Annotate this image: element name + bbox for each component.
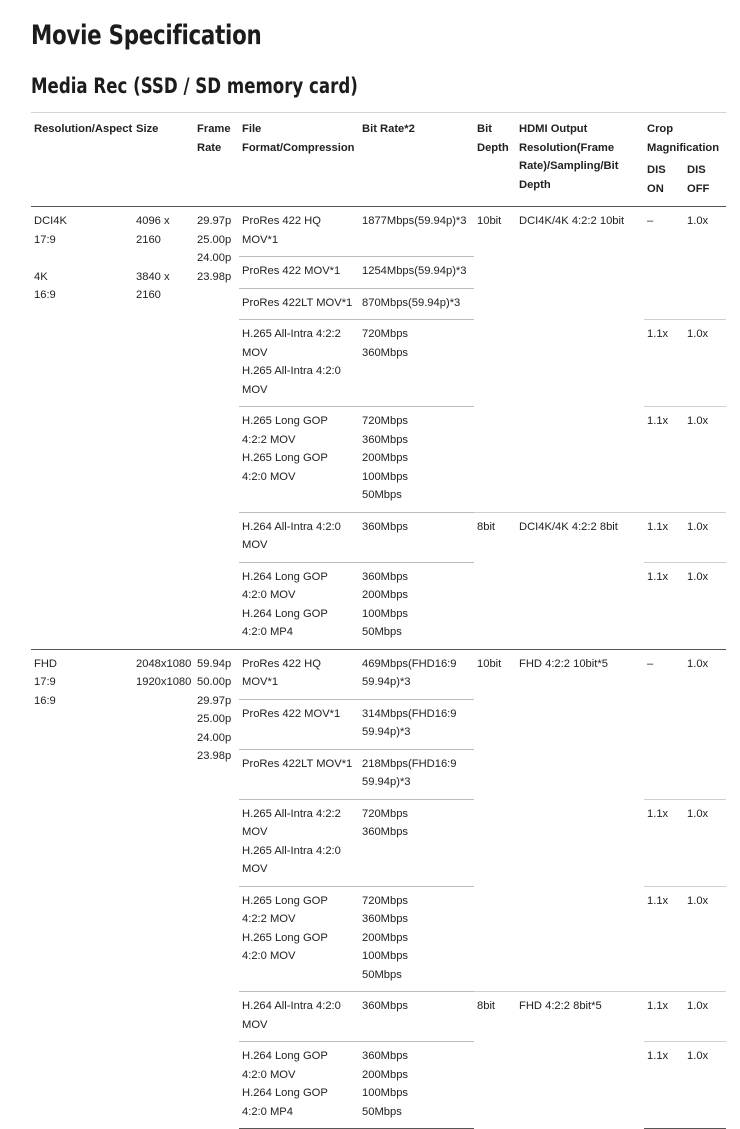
bit-depth-cell: 10bit	[477, 215, 502, 227]
file-format-cell: H.264 Long GOP 4:2:0 MOV H.264 Long GOP 4:2:0 MP4	[239, 562, 359, 649]
frame-rate-cell-line: 24.00p	[197, 731, 232, 744]
header-dis-on: DIS ON	[644, 159, 684, 207]
frame-rate-cell-line: 50.00p	[197, 676, 232, 688]
file-format-cell: H.265 Long GOP 4:2:2 MOV H.265 Long GOP 4:2:0 MOV	[239, 407, 359, 513]
hdmi-output-cell: DCI4K/4K 4:2:2 8bit	[516, 512, 644, 649]
dis-off-cell: 1.0x	[684, 512, 726, 562]
bit-rate-cell: 720Mbps 360Mbps	[359, 320, 474, 407]
size-cell	[133, 649, 194, 1129]
dis-on-cell: 1.1x	[644, 407, 684, 513]
table-row	[31, 649, 726, 699]
size-cell-line: 2160	[136, 233, 161, 246]
frame-rate-cell	[194, 649, 239, 1129]
file-format-cell: ProRes 422 HQ MOV*1	[242, 215, 321, 246]
dis-on-cell: –	[644, 649, 684, 799]
dis-on-cell: 1.1x	[644, 886, 684, 992]
bit-rate-cell: 870Mbps(59.94p)*3	[359, 288, 474, 320]
dis-on-cell: –	[647, 215, 654, 227]
dis-off-cell: 1.0x	[684, 407, 726, 513]
dis-on-cell: 1.1x	[644, 562, 684, 649]
size-cell-line	[136, 249, 190, 268]
dis-off-cell: 1.0x	[684, 562, 726, 649]
file-format-cell: ProRes 422 MOV*1	[239, 699, 359, 749]
hdmi-output-cell: DCI4K/4K 4:2:2 10bit	[519, 215, 625, 227]
size-cell-line: 2048x1080	[136, 657, 192, 670]
dis-off-cell: 1.0x	[684, 992, 726, 1042]
file-format-cell: H.265 Long GOP 4:2:2 MOV H.265 Long GOP 4:2:0 MOV	[239, 886, 359, 992]
file-format-cell: ProRes 422LT MOV*1	[239, 288, 359, 320]
frame-rate-cell-line: 24.00p	[197, 252, 232, 264]
frame-rate-cell-line: 59.94p	[197, 657, 232, 670]
file-format-cell: H.264 All-Intra 4:2:0 MOV	[239, 992, 359, 1042]
file-format-cell: H.265 All-Intra 4:2:2 MOV H.265 All-Intra 4:2:0 MOV	[239, 799, 359, 886]
page-title: Movie Specification	[31, 20, 262, 51]
resolution-aspect-cell-line: 16:9	[34, 289, 56, 301]
bit-rate-cell: 314Mbps(FHD16:9 59.94p)*3	[359, 699, 474, 749]
header-resolution: Resolution/Aspect	[31, 113, 133, 207]
header-frame-rate: Frame Rate	[194, 113, 239, 207]
bit-rate-cell: 360Mbps	[359, 512, 474, 562]
frame-rate-cell-line: 29.97p	[197, 694, 232, 707]
dis-on-cell: 1.1x	[644, 512, 684, 562]
size-cell-line: 2160	[136, 289, 161, 301]
file-format-cell: ProRes 422 HQ MOV*1	[239, 649, 359, 699]
bit-depth-cell: 10bit	[474, 649, 516, 992]
header-size: Size	[133, 113, 194, 207]
dis-on-cell: 1.1x	[644, 992, 684, 1042]
file-format-cell: ProRes 422 MOV*1	[239, 257, 359, 289]
bit-rate-cell: 1877Mbps(59.94p)*3	[362, 215, 467, 227]
dis-off-cell: 1.0x	[684, 886, 726, 992]
dis-off-cell: 1.0x	[687, 215, 709, 227]
table-header	[31, 113, 726, 207]
frame-rate-cell-line: 29.97p	[197, 215, 232, 227]
resolution-aspect-cell-line: 17:9	[34, 676, 56, 688]
frame-rate-cell-line: 23.98p	[197, 270, 232, 283]
bit-rate-cell: 360Mbps 200Mbps 100Mbps 50Mbps	[359, 562, 474, 649]
file-format-cell: H.264 All-Intra 4:2:0 MOV	[239, 512, 359, 562]
size-cell-line: 3840 x	[136, 270, 170, 283]
size-cell	[133, 207, 194, 650]
file-format-cell: H.265 All-Intra 4:2:2 MOV H.265 All-Intra 4:2:0 MOV	[239, 320, 359, 407]
file-format-cell: H.264 Long GOP 4:2:0 MOV H.264 Long GOP 4:2:0 MP4	[239, 1042, 359, 1129]
table-body	[31, 207, 726, 1129]
bit-rate-cell: 360Mbps 200Mbps 100Mbps 50Mbps	[359, 1042, 474, 1129]
frame-rate-cell	[194, 207, 239, 650]
hdmi-output-cell: FHD 4:2:2 10bit*5	[516, 649, 644, 992]
dis-on-cell: 1.1x	[644, 320, 684, 407]
resolution-aspect-cell	[31, 649, 133, 1129]
resolution-aspect-cell-line: 16:9	[34, 694, 56, 707]
hdmi-output-cell: FHD 4:2:2 8bit*5	[516, 992, 644, 1129]
header-bit-depth: Bit Depth	[474, 113, 516, 207]
resolution-aspect-cell-line	[34, 249, 129, 268]
resolution-aspect-cell	[31, 207, 133, 650]
bit-rate-cell: 469Mbps(FHD16:9 59.94p)*3	[359, 649, 474, 699]
section-title: Media Rec (SSD / SD memory card)	[31, 74, 358, 98]
table-row	[31, 207, 726, 257]
dis-off-cell: 1.0x	[684, 649, 726, 799]
dis-off-cell: 1.0x	[684, 799, 726, 886]
header-bit-rate: Bit Rate*2	[359, 113, 474, 207]
resolution-aspect-cell-line: 4K	[34, 270, 48, 283]
bit-rate-cell: 720Mbps 360Mbps	[359, 799, 474, 886]
size-cell-line: 4096 x	[136, 215, 170, 227]
file-format-cell: ProRes 422LT MOV*1	[239, 749, 359, 799]
bit-rate-cell: 720Mbps 360Mbps 200Mbps 100Mbps 50Mbps	[359, 407, 474, 513]
dis-on-cell: 1.1x	[644, 799, 684, 886]
bit-rate-cell: 218Mbps(FHD16:9 59.94p)*3	[359, 749, 474, 799]
bit-rate-cell: 360Mbps	[359, 992, 474, 1042]
frame-rate-cell-line: 23.98p	[197, 750, 232, 762]
movie-spec-table	[31, 112, 726, 1129]
resolution-aspect-cell-line: FHD	[34, 657, 57, 670]
bit-depth-cell: 8bit	[474, 512, 516, 649]
bit-rate-cell: 720Mbps 360Mbps 200Mbps 100Mbps 50Mbps	[359, 886, 474, 992]
bit-depth-cell: 8bit	[474, 992, 516, 1129]
header-hdmi-output: HDMI Output Resolution(Frame Rate)/Sampling/Bit Depth	[516, 113, 644, 207]
frame-rate-cell-line: 25.00p	[197, 233, 232, 246]
dis-off-cell: 1.0x	[684, 1042, 726, 1129]
size-cell-line: 1920x1080	[136, 676, 192, 688]
header-crop-magnification: Crop Magnification	[647, 123, 720, 154]
dis-on-cell: 1.1x	[644, 1042, 684, 1129]
dis-off-cell: 1.0x	[684, 320, 726, 407]
resolution-aspect-cell-line: DCI4K	[34, 215, 67, 227]
bit-rate-cell: 1254Mbps(59.94p)*3	[359, 257, 474, 289]
frame-rate-cell-line: 25.00p	[197, 713, 232, 725]
header-file-format: File Format/Compression	[239, 113, 359, 207]
resolution-aspect-cell-line: 17:9	[34, 233, 56, 246]
header-dis-off: DIS OFF	[684, 159, 726, 207]
